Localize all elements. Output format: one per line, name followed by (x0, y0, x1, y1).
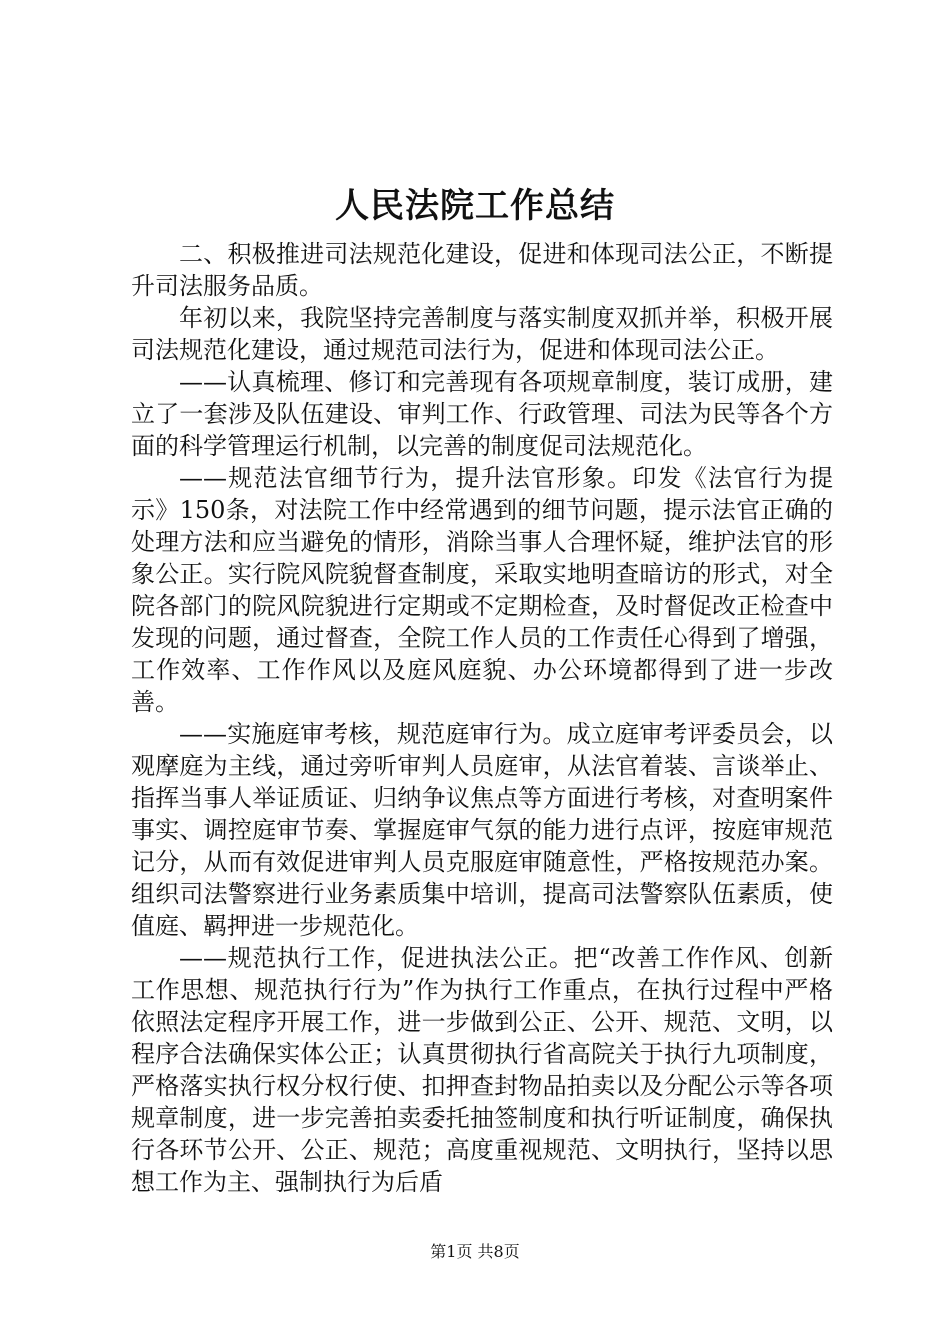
paragraph: ——规范执行工作，促进执法公正。把“改善工作作风、创新工作思想、规范执行行为”作为执行工作重点，在执行过程中严格依照法定程序开展工作，进一步做到公正、公开、规范、文明，以程序合法确保实体公正；认真贯彻执行省高院关于执行九项制度，严格落实执行权分权行使、扣押查封物品拍卖以及分配公示等各项规章制度，进一步完善拍卖委托抽签制度和执行听证制度，确保执行各环节公开、公正、规范；高度重视规范、文明执行，坚持以思想工作为主、强制执行为后盾 (131, 944, 833, 1196)
document-title: 人民法院工作总结 (335, 186, 615, 226)
paragraph: ——实施庭审考核，规范庭审行为。成立庭审考评委员会，以观摩庭为主线，通过旁听审判人员庭审，从法官着装、言谈举止、指挥当事人举证质证、归纳争议焦点等方面进行考核，对查明案件事实、调控庭审节奏、掌握庭审气氛的能力进行点评，按庭审规范记分，从而有效促进审判人员克服庭审随意性，严格按规范办案。组织司法警察进行业务素质集中培训，提高司法警察队伍素质，使值庭、羁押进一步规范化。 (131, 720, 833, 940)
document-body (131, 238, 833, 1198)
paragraph: ——认真梳理、修订和完善现有各项规章制度，装订成册，建立了一套涉及队伍建设、审判工作、行政管理、司法为民等各个方面的科学管理运行机制，以完善的制度促司法规范化。 (131, 368, 833, 460)
paragraph: ——规范法官细节行为，提升法官形象。印发《法官行为提示》150条，对法院工作中经常遇到的细节问题，提示法官正确的处理方法和应当避免的情形，消除当事人合理怀疑，维护法官的形象公正。实行院风院貌督查制度，采取实地明查暗访的形式，对全院各部门的院风院貌进行定期或不定期检查，及时督促改正检查中发现的问题，通过督查，全院工作人员的工作责任心得到了增强，工作效率、工作作风以及庭风庭貌、办公环境都得到了进一步改善。 (131, 464, 833, 716)
paragraph: 年初以来，我院坚持完善制度与落实制度双抓并举，积极开展司法规范化建设，通过规范司法行为，促进和体现司法公正。 (131, 304, 833, 364)
page-number-footer: 第1页 共8页 (430, 1242, 520, 1261)
paragraph: 二、积极推进司法规范化建设，促进和体现司法公正，不断提升司法服务品质。 (131, 240, 833, 300)
